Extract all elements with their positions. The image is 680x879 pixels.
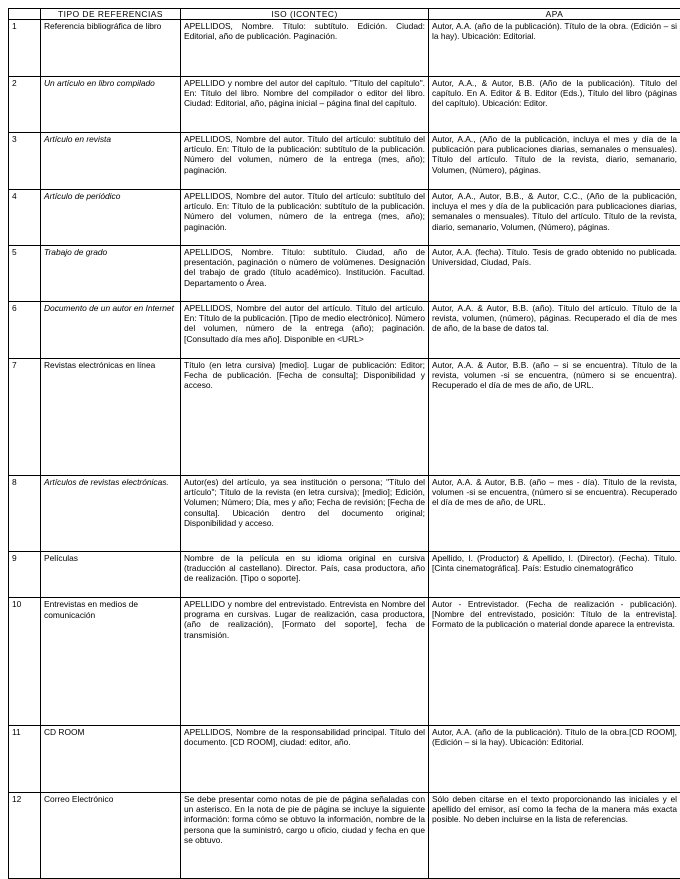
reference-type: Películas: [41, 552, 181, 598]
reference-type: Entrevistas en medios de comunicación: [41, 598, 181, 726]
reference-type: Trabajo de grado: [41, 246, 181, 302]
row-number: 12: [9, 793, 41, 879]
apa-format: Autor, A.A. & Autor, B.B. (año – mes - día). Título de la revista, volumen -si se encuentra, (número si se encuentra). Recuperado el día de mes de año, de URL.: [429, 476, 680, 552]
table-row: [9, 598, 680, 726]
iso-format: APELLIDOS, Nombre del autor. Título del artículo: subtítulo del artículo. En: Título de la publicación: subtítulo de la publicación. Número del volumen, número de la entrega (mes, año); paginación.: [181, 133, 429, 190]
iso-format: APELLIDO y nombre del entrevistado. Entrevista en Nombre del programa en cursivas. Lugar de realización, casa productora, (año de realización), [Formato del soporte], fecha de transmisión.: [181, 598, 429, 726]
table-row: [9, 726, 680, 793]
header-number: [9, 9, 41, 20]
apa-format: Autor, A.A., & Autor, B.B. (Año de la publicación). Título del capítulo. En A. Editor & B. Editor (Eds.), Título del libro (páginas del capítulo). Ubicación: Editor.: [429, 77, 680, 133]
iso-format: APELLIDOS, Nombre del autor. Título del artículo: subtítulo del artículo. En: Título de la publicación: subtítulo de la publicación. Número del volumen, número de la entrega (mes, año); paginación.: [181, 190, 429, 246]
apa-format: Autor - Entrevistador. (Fecha de realización - publicación). [Nombre del entrevistado, posición: Título de la entrevista]. Formato de la publicación o material donde aparece la entrevista.: [429, 598, 680, 726]
iso-format: Título (en letra cursiva) [medio]. Lugar de publicación: Editor; Fecha de publicación. [Fecha de consulta]; Disponibilidad y acceso.: [181, 359, 429, 476]
apa-format: Autor, A.A. (año de la publicación). Título de la obra.[CD ROOM], (Edición – si la hay). Ubicación: Editorial.: [429, 726, 680, 793]
iso-format: APELLIDOS, Nombre. Título: subtítulo. Ciudad, año de presentación, paginación o número de volúmenes. Designación del trabajo de grado (título académico). Institución. Facultad. Departamento o Área.: [181, 246, 429, 302]
table-row: [9, 77, 680, 133]
reference-type: CD ROOM: [41, 726, 181, 793]
reference-type: Un artículo en libro compilado: [41, 77, 181, 133]
apa-format: Autor, A.A. (año de la publicación). Título de la obra. (Edición – si la hay). Ubicación: Editorial.: [429, 20, 680, 77]
table-row: [9, 302, 680, 359]
table-row: [9, 359, 680, 476]
row-number: 9: [9, 552, 41, 598]
header-iso: ISO (ICONTEC): [181, 9, 429, 20]
header-apa: APA: [429, 9, 680, 20]
iso-format: Nombre de la película en su idioma original en cursiva (traducción al castellano). Director. País, casa productora, año de realización. [Tipo o soporte].: [181, 552, 429, 598]
table-row: [9, 552, 680, 598]
table-row: [9, 20, 680, 77]
iso-format: Autor(es) del artículo, ya sea institución o persona; "Título del artículo"; Título de la revista (en letra cursiva); [medio]; Edición, Volumen; Número; Día, mes y año; Fecha de revisión; [Fecha de consulta]. Ubicación dentro del documento original; Disponibilidad y acceso.: [181, 476, 429, 552]
table-row: [9, 246, 680, 302]
row-number: 1: [9, 20, 41, 77]
row-number: 10: [9, 598, 41, 726]
reference-type: Referencia bibliográfica de libro: [41, 20, 181, 77]
apa-format: Autor, A.A. & Autor, B.B. (año – si se encuentra). Título de la revista, volumen -si se encuentra, (número si se encuentra). Recuperado el día de mes de año, de URL.: [429, 359, 680, 476]
iso-format: APELLIDOS, Nombre del autor del artículo. Título del artículo. En: Título de la publicación. [Tipo de medio electrónico]. Número del volumen, número de la entrega (año); paginación. [Consultado día mes año]. Disponible en <URL>: [181, 302, 429, 359]
table-row: [9, 133, 680, 190]
reference-type: Artículos de revistas electrónicas.: [41, 476, 181, 552]
reference-type: Artículo de periódico: [41, 190, 181, 246]
apa-format: Autor, A.A., Autor, B.B., & Autor, C.C., (Año de la publicación, incluya el mes y día de la publicación para publicaciones diarias, semanales o mensuales). Título del artículo. Título de la revista, diario, semanario, Volumen, (Número), páginas.: [429, 190, 680, 246]
apa-format: Apellido, I. (Productor) & Apellido, I. (Director). (Fecha). Título. [Cinta cinematográfica]. País: Estudio cinematográfico: [429, 552, 680, 598]
apa-format: Autor, A.A., (Año de la publicación, incluya el mes y día de la publicación para publicaciones diarias, semanales o mensuales). Título del artículo. Título de la revista, diario, semanario, Volumen, (Número), páginas.: [429, 133, 680, 190]
reference-type: Correo Electrónico: [41, 793, 181, 879]
header-type: TIPO DE REFERENCIAS: [41, 9, 181, 20]
row-number: 8: [9, 476, 41, 552]
apa-format: Autor, A.A. (fecha). Título. Tesis de grado obtenido no publicada. Universidad, Ciudad, País.: [429, 246, 680, 302]
apa-format: Autor, A.A. & Autor, B.B. (año). Título del artículo. Título de la revista, volumen, (número), páginas. Recuperado el día de mes de año, de la base de datos tal.: [429, 302, 680, 359]
reference-type: Revistas electrónicas en línea: [41, 359, 181, 476]
iso-format: APELLIDOS, Nombre. Título: subtítulo. Edición. Ciudad: Editorial, año de publicación. Paginación.: [181, 20, 429, 77]
row-number: 11: [9, 726, 41, 793]
row-number: 4: [9, 190, 41, 246]
iso-format: APELLIDOS, Nombre de la responsabilidad principal. Título del documento. [CD ROOM], ciudad: editor, año.: [181, 726, 429, 793]
references-table: [8, 8, 680, 879]
reference-type: Artículo en revista: [41, 133, 181, 190]
table-row: [9, 190, 680, 246]
row-number: 5: [9, 246, 41, 302]
table-row: [9, 476, 680, 552]
row-number: 7: [9, 359, 41, 476]
apa-format: Sólo deben citarse en el texto proporcionando las iniciales y el apellido del emisor, así como la fecha de la manera más exacta posible. No deben incluirse en la lista de referencias.: [429, 793, 680, 879]
row-number: 6: [9, 302, 41, 359]
reference-type: Documento de un autor en Internet: [41, 302, 181, 359]
iso-format: APELLIDO y nombre del autor del capítulo. "Título del capítulo". En: Título del libro. Nombre del compilador o editor del libro. Ciudad: Editorial, año, página inicial – página final del capítulo.: [181, 77, 429, 133]
row-number: 3: [9, 133, 41, 190]
row-number: 2: [9, 77, 41, 133]
iso-format: Se debe presentar como notas de pie de página señaladas con un asterisco. En la nota de pie de página se incluye la siguiente información: forma cómo se obtuvo la información, nombre de la persona que la suministró, cargo u oficio, ciudad y fecha en que se obtuvo.: [181, 793, 429, 879]
header-row: [9, 9, 680, 20]
